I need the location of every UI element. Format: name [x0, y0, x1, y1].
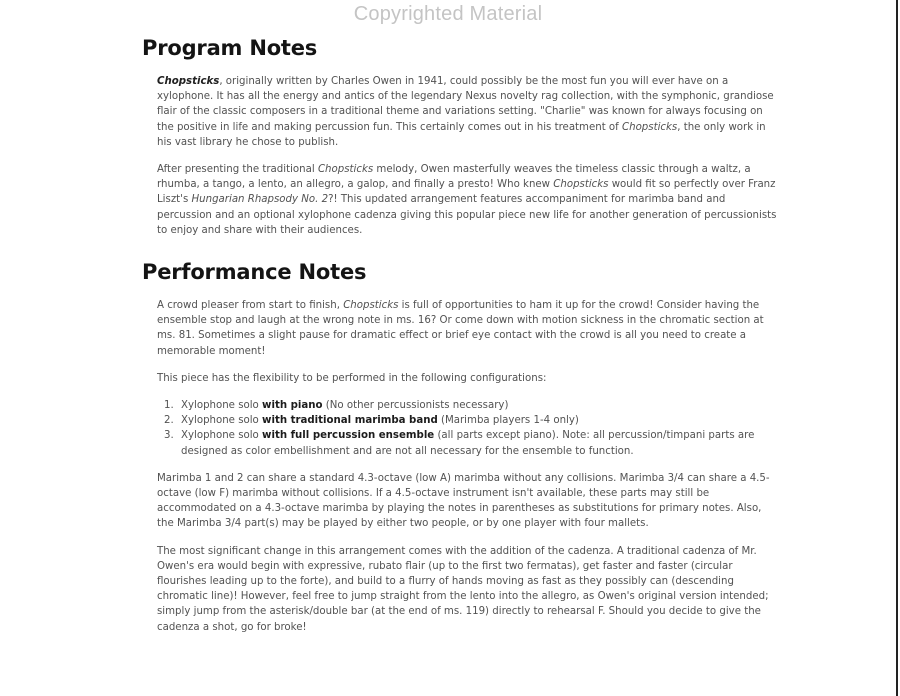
page-content [142, 36, 778, 647]
text-run: (all parts except piano). Note: all percussion/timpani parts are designed as color embellishment and are not all necessary for the ensemble to function. [181, 430, 755, 457]
program-notes-heading: Program Notes [142, 36, 318, 60]
configuration-item [177, 428, 778, 458]
text-run: ?! This updated arrangement features accompaniment for marimba band and percussion and an optional xylophone cadenza giving this popular piece new life for another generation of percussionists to enjoy and share with their audiences. [157, 194, 777, 236]
text-run: , originally written by Charles Owen in 1941, could possibly be the most fun you will ever have on a xylophone. It has all the energy and antics of the legendary Nexus novelty rag collection, with the symphonic, grandiose flair of the classic composers in a traditional theme and variations setting. "Charlie" was known for always focusing on the positive in life and making percussion fun. This certainly comes out in his treatment of [157, 76, 774, 133]
configurations-list [157, 398, 778, 459]
performance-notes-paragraph-4: The most significant change in this arrangement comes with the addition of the cadenza. A traditional cadenza of Mr. Owen's era would begin with expressive, rubato flair (up to the first two fermatas), get faster and faster (circular flourishes leading up to the forte), and build to a flurry of hands moving as fast as they possibly can (descending chromatic line)! However, feel free to jump straight from the lento into the allegro, as Owen's original version intended; simply jump from the asterisk/double bar (at the end of ms. 119) directly to rehearsal F. Should you decide to give the cadenza a shot, go for broke! [157, 545, 769, 633]
text-run: , the only work in his vast library he chose to publish. [157, 121, 766, 148]
text-run: (Marimba players 1-4 only) [437, 415, 579, 427]
work-title: Chopsticks [622, 121, 678, 133]
rhapsody-title: Hungarian Rhapsody No. 2 [191, 194, 329, 206]
text-run: would fit so perfectly over Franz Liszt's [157, 179, 776, 206]
text-run: (No other percussionists necessary) [322, 400, 509, 412]
text-run: Xylophone solo [181, 430, 263, 442]
text-run: A crowd pleaser from start to finish, [157, 300, 344, 312]
configuration-emphasis: with traditional marimba band [262, 415, 438, 427]
program-notes-body [142, 74, 778, 238]
text-run: Xylophone solo [181, 415, 263, 427]
program-notes-paragraph-1 [157, 74, 778, 150]
page-edge-rule [896, 0, 898, 696]
text-run: After presenting the traditional [157, 164, 318, 176]
performance-notes-heading: Performance Notes [142, 260, 367, 285]
copyright-watermark: Copyrighted Material [353, 3, 543, 25]
program-notes-paragraph-2 [157, 162, 778, 238]
performance-notes-body [142, 298, 778, 635]
configuration-emphasis: with piano [262, 400, 323, 412]
configuration-emphasis: with full percussion ensemble [262, 430, 435, 442]
text-run: Xylophone solo [181, 400, 263, 412]
text-run: is full of opportunities to ham it up for the crowd! Consider having the ensemble stop and laugh at the wrong note in ms. 16? Or come down with motion sickness in the chromatic section at ms. 81. Sometimes a slight pause for dramatic effect or brief eye contact with the crowd is all you need to create a memorable moment! [157, 300, 764, 357]
performance-notes-paragraph-2: This piece has the flexibility to be performed in the following configurations: [157, 372, 547, 384]
performance-notes-paragraph-3: Marimba 1 and 2 can share a standard 4.3-octave (low A) marimba without any collisions. Marimba 3/4 can share a 4.5-octave (low F) marimba without collisions. If a 4.5-octave instrument isn't available, these parts may still be accommodated on a 4.3-octave marimba by playing the notes in parentheses as substitutions for primary notes. Also, the Marimba 3/4 part(s) may be played by either two people, or by one player with four mallets. [157, 472, 770, 530]
work-title: Chopsticks [343, 300, 399, 312]
text-run: melody, Owen masterfully weaves the timeless classic through a waltz, a rhumba, a tango, a lento, an allegro, a galop, and finally a presto! Who knew [157, 164, 751, 191]
configuration-item [177, 398, 778, 413]
work-title: Chopsticks [157, 76, 220, 87]
work-title: Chopsticks [317, 164, 374, 176]
work-title: Chopsticks [553, 179, 609, 191]
configuration-item [177, 413, 778, 428]
performance-notes-paragraph-1 [157, 298, 778, 359]
